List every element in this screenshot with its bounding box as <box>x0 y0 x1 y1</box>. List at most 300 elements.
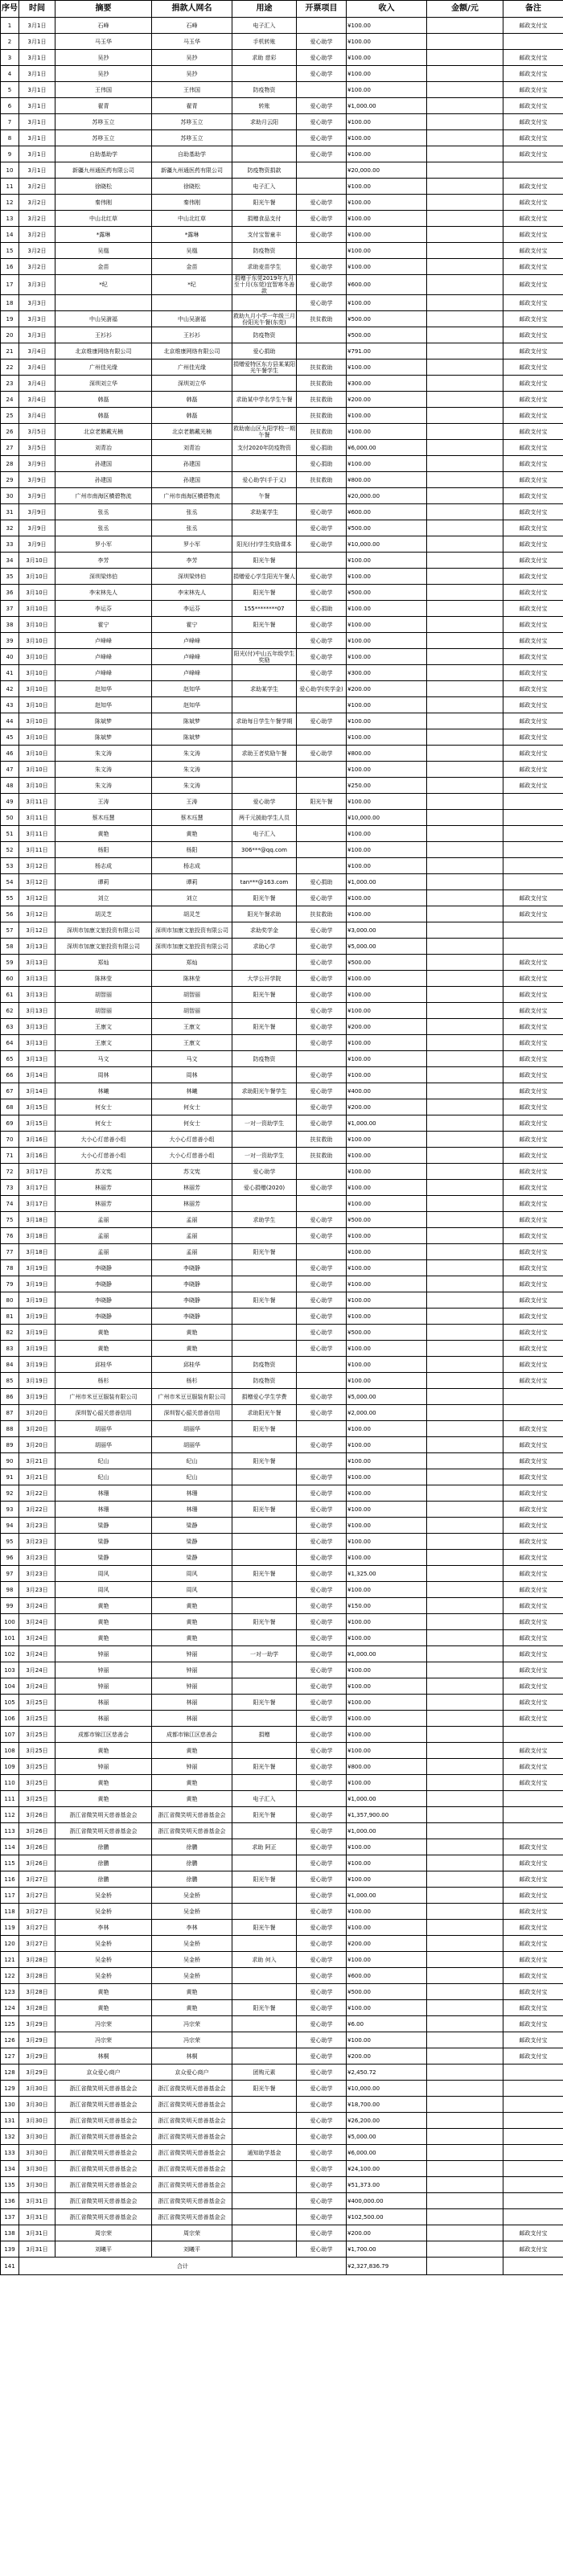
table-cell: 39 <box>1 633 19 649</box>
table-cell <box>427 2016 503 2032</box>
table-row <box>1 1228 563 1244</box>
table-cell: 钟丽 <box>152 1662 232 1678</box>
table-row <box>1 858 563 874</box>
table-cell: 70 <box>1 1132 19 1148</box>
table-cell: ¥100.00 <box>347 1309 427 1325</box>
table-cell <box>232 1309 297 1325</box>
table-cell: ¥600.00 <box>347 275 427 295</box>
table-cell <box>232 1678 297 1695</box>
table-cell: 3月1日 <box>19 82 55 98</box>
table-cell: 邱桂华 <box>152 1357 232 1373</box>
table-cell: 扶贫救助 <box>297 472 347 488</box>
table-cell: 苏文宪 <box>152 1164 232 1180</box>
table-row <box>1 1453 563 1469</box>
table-cell: ¥100.00 <box>347 1357 427 1373</box>
table-cell: 阳光午餐 <box>232 1453 297 1469</box>
table-cell: 34 <box>1 553 19 569</box>
table-row <box>1 311 563 327</box>
table-cell: 爱心助学 <box>297 649 347 665</box>
table-row <box>1 1132 563 1148</box>
col-header: 时间 <box>19 1 55 18</box>
table-cell: 3月2日 <box>19 243 55 259</box>
table-cell: 107 <box>1 1727 19 1743</box>
table-cell: 71 <box>1 1148 19 1164</box>
table-cell: 爱心助学 <box>297 227 347 243</box>
table-cell: 3月24日 <box>19 1662 55 1678</box>
table-cell <box>427 778 503 794</box>
table-row <box>1 1083 563 1099</box>
table-row <box>1 1164 563 1180</box>
table-cell: ¥100.00 <box>347 1180 427 1196</box>
table-cell: 3月10日 <box>19 762 55 778</box>
table-cell: ¥200.00 <box>347 2048 427 2064</box>
table-cell <box>427 1727 503 1743</box>
table-row <box>1 617 563 633</box>
table-cell: 邮政支付宝 <box>503 1099 563 1115</box>
table-cell: 陈斌梦 <box>55 729 152 746</box>
table-cell: 罗小军 <box>152 536 232 553</box>
table-cell <box>427 1180 503 1196</box>
table-cell <box>427 1630 503 1646</box>
table-cell: ¥1,000.00 <box>347 1646 427 1662</box>
table-cell: 爱心助学 <box>297 1019 347 1035</box>
table-cell: 梁静 <box>152 1518 232 1534</box>
table-cell: 孙建国 <box>55 456 152 472</box>
table-cell <box>427 1952 503 1968</box>
table-cell: ¥100.00 <box>347 697 427 713</box>
table-row <box>1 826 563 842</box>
table-cell <box>427 2032 503 2048</box>
table-cell: 石峰 <box>55 18 152 34</box>
table-cell <box>427 2209 503 2225</box>
table-cell: 刘立 <box>55 890 152 906</box>
table-cell: 周风 <box>55 1566 152 1582</box>
table-row <box>1 520 563 536</box>
table-cell: 3月31日 <box>19 2225 55 2241</box>
table-cell <box>427 536 503 553</box>
table-cell: ¥100.00 <box>347 130 427 146</box>
table-cell: 钟丽 <box>55 1646 152 1662</box>
table-cell <box>232 955 297 971</box>
table-cell: 韩磊 <box>152 408 232 424</box>
table-cell: 邮政支付宝 <box>503 1341 563 1357</box>
table-cell: 孟丽 <box>55 1244 152 1260</box>
table-cell: 一对一资助学生 <box>232 1115 297 1132</box>
table-cell: 邮政支付宝 <box>503 553 563 569</box>
table-cell: 大小心灯慈善小组 <box>152 1132 232 1148</box>
table-cell: 54 <box>1 874 19 890</box>
table-cell: 孟丽 <box>152 1244 232 1260</box>
table-cell: 张丞 <box>152 504 232 520</box>
table-cell: 邮政支付宝 <box>503 130 563 146</box>
table-cell: 65 <box>1 1051 19 1067</box>
table-row <box>1 472 563 488</box>
table-cell <box>503 2097 563 2113</box>
table-row <box>1 1598 563 1614</box>
table-cell: 66 <box>1 1067 19 1083</box>
table-row <box>1 1534 563 1550</box>
table-cell: 朱文涛 <box>55 778 152 794</box>
table-cell: 吴金桥 <box>55 1952 152 1968</box>
table-cell: 3月17日 <box>19 1196 55 1212</box>
table-cell: 梁静 <box>55 1518 152 1534</box>
table-cell: 阳光午餐 <box>232 1920 297 1936</box>
table-cell: 求助奖学金 <box>232 922 297 939</box>
table-cell: 16 <box>1 259 19 275</box>
table-row <box>1 1678 563 1695</box>
table-cell: 吴金桥 <box>55 1904 152 1920</box>
table-cell <box>297 1791 347 1807</box>
table-cell: 爱心助学 <box>297 987 347 1003</box>
table-cell: 黄艳 <box>55 1598 152 1614</box>
table-cell: 林珊 <box>55 1485 152 1502</box>
table-row <box>1 890 563 906</box>
table-cell <box>297 778 347 794</box>
table-cell: ¥51,373.00 <box>347 2177 427 2193</box>
table-cell: 黄艳 <box>55 1791 152 1807</box>
table-cell: 爱心助学 <box>297 1502 347 1518</box>
table-cell <box>232 1550 297 1566</box>
table-row <box>1 227 563 243</box>
table-cell: 爱心助学 <box>297 1823 347 1839</box>
table-cell: 爱心助学 <box>297 50 347 66</box>
table-cell: 3月10日 <box>19 553 55 569</box>
table-cell: 邮政支付宝 <box>503 2225 563 2241</box>
table-cell: 3月10日 <box>19 665 55 681</box>
table-cell: 浙江省微笑明天慈善基金会 <box>152 2193 232 2209</box>
table-cell <box>427 343 503 359</box>
table-cell: 蔡木珏慧 <box>152 810 232 826</box>
table-cell: 3月10日 <box>19 729 55 746</box>
table-cell: 孟丽 <box>55 1228 152 1244</box>
table-cell: 3月27日 <box>19 1888 55 1904</box>
table-cell: 林桐 <box>55 2048 152 2064</box>
table-row <box>1 1775 563 1791</box>
table-cell: 3月3日 <box>19 275 55 295</box>
table-cell: 周宗荣 <box>55 2225 152 2241</box>
table-cell: 爱心助学 <box>297 1662 347 1678</box>
table-cell <box>232 2209 297 2225</box>
table-cell <box>232 1035 297 1051</box>
table-cell: ¥1,000.00 <box>347 1823 427 1839</box>
table-cell: 3月15日 <box>19 1115 55 1132</box>
table-cell: 3月26日 <box>19 1839 55 1855</box>
table-cell: 孟丽 <box>55 1212 152 1228</box>
table-cell: 阳光(付)学生奖励课本 <box>232 536 297 553</box>
table-cell: ¥100.00 <box>347 649 427 665</box>
table-cell: 爱心助学 <box>297 890 347 906</box>
table-cell: 邮政支付宝 <box>503 424 563 440</box>
table-cell: 求助某中学名学生午餐 <box>232 392 297 408</box>
table-cell: 苏哆玉立 <box>152 114 232 130</box>
table-cell: 爱心助学 <box>297 1566 347 1582</box>
table-cell <box>427 1389 503 1405</box>
table-cell: 79 <box>1 1276 19 1292</box>
table-cell <box>427 633 503 649</box>
table-cell <box>232 2225 297 2241</box>
table-cell: ¥100.00 <box>347 1695 427 1711</box>
table-cell: 邮政支付宝 <box>503 1019 563 1035</box>
table-row <box>1 1920 563 1936</box>
table-cell: ¥100.00 <box>347 359 427 376</box>
table-cell: 3月1日 <box>19 114 55 130</box>
table-row <box>1 1566 563 1582</box>
table-cell: 徐鹏 <box>55 1871 152 1888</box>
table-cell <box>427 922 503 939</box>
table-cell: 3月14日 <box>19 1067 55 1083</box>
table-row <box>1 536 563 553</box>
table-cell: 邱桂华 <box>55 1357 152 1373</box>
table-cell <box>503 162 563 179</box>
table-cell: 爱心助学 <box>297 1389 347 1405</box>
table-cell: 3月24日 <box>19 1678 55 1695</box>
table-cell <box>427 376 503 392</box>
table-cell <box>297 1357 347 1373</box>
table-cell: 3月4日 <box>19 392 55 408</box>
table-cell: 127 <box>1 2048 19 2064</box>
table-cell: 中山北红草 <box>55 211 152 227</box>
table-cell: 吴金桥 <box>152 1952 232 1968</box>
table-cell: 冯宗荣 <box>55 2032 152 2048</box>
table-row <box>1 1148 563 1164</box>
table-cell: 中山吴澍福 <box>55 311 152 327</box>
table-cell: 朱文涛 <box>152 746 232 762</box>
table-cell: 45 <box>1 729 19 746</box>
table-cell: 3月10日 <box>19 713 55 729</box>
table-cell: *露琳 <box>152 227 232 243</box>
table-cell: 爱心助学 <box>297 1598 347 1614</box>
table-cell: 3月23日 <box>19 1550 55 1566</box>
table-cell: 朱文涛 <box>55 762 152 778</box>
table-cell: ¥1,700.00 <box>347 2241 427 2258</box>
table-cell: 浙江省微笑明天慈善基金会 <box>152 2161 232 2177</box>
table-cell: 3月1日 <box>19 50 55 66</box>
table-cell <box>232 1904 297 1920</box>
table-cell: 邮政支付宝 <box>503 2241 563 2258</box>
table-cell: 邮政支付宝 <box>503 1695 563 1711</box>
table-cell: 爱心助学 <box>297 955 347 971</box>
table-cell <box>232 1984 297 2000</box>
table-cell <box>232 762 297 778</box>
table-cell: 马玉华 <box>55 34 152 50</box>
table-cell: 3月20日 <box>19 1437 55 1453</box>
table-cell <box>232 295 297 311</box>
table-cell <box>427 1019 503 1035</box>
table-cell: 3月4日 <box>19 408 55 424</box>
table-cell: ¥100.00 <box>347 1920 427 1936</box>
table-cell: 北京维康网络有限公司 <box>152 343 232 359</box>
table-cell: 邮政支付宝 <box>503 1743 563 1759</box>
table-cell: 3月10日 <box>19 746 55 762</box>
table-cell: 3月10日 <box>19 633 55 649</box>
table-cell: 15 <box>1 243 19 259</box>
table-cell: 邮政支付宝 <box>503 1566 563 1582</box>
table-cell: 3月1日 <box>19 34 55 50</box>
table-cell: 爱心助学 <box>297 259 347 275</box>
table-cell: 徐晓松 <box>152 179 232 195</box>
table-cell <box>427 114 503 130</box>
table-cell: 防疫物资 <box>232 82 297 98</box>
table-cell <box>503 1791 563 1807</box>
table-cell: ¥500.00 <box>347 1325 427 1341</box>
table-cell: 爱心助学 <box>297 66 347 82</box>
table-row <box>1 1823 563 1839</box>
table-cell: 捐赠爱特区东方县某某阳光午餐学生 <box>233 360 295 374</box>
col-header: 开票项目 <box>297 1 347 18</box>
table-cell <box>503 1727 563 1743</box>
table-cell: 爱心助学 <box>297 2145 347 2161</box>
table-row <box>1 746 563 762</box>
table-cell <box>427 1823 503 1839</box>
table-cell: 浙江省微笑明天慈善基金会 <box>152 2209 232 2225</box>
table-cell: 41 <box>1 665 19 681</box>
table-cell: 中山北红草 <box>152 211 232 227</box>
table-cell <box>427 275 503 295</box>
table-cell: 爱心助学 <box>297 1711 347 1727</box>
table-cell: 爱心助学 <box>297 1099 347 1115</box>
table-cell: 李林 <box>152 1920 232 1936</box>
table-cell: 3月10日 <box>19 681 55 697</box>
table-cell: 爱心助学 <box>297 1984 347 2000</box>
table-cell: 王涛 <box>55 794 152 810</box>
table-cell <box>427 1132 503 1148</box>
table-cell <box>232 697 297 713</box>
table-cell: 53 <box>1 858 19 874</box>
table-cell <box>427 1099 503 1115</box>
col-header: 摘要 <box>55 1 152 18</box>
table-row <box>1 424 563 440</box>
table-row <box>1 1855 563 1871</box>
table-cell <box>232 130 297 146</box>
table-cell: 卢峰峰 <box>55 665 152 681</box>
table-cell: ¥20,000.00 <box>347 162 427 179</box>
table-cell: 纪山 <box>55 1453 152 1469</box>
table-cell: ¥100.00 <box>347 1453 427 1469</box>
table-cell: ¥500.00 <box>347 311 427 327</box>
table-cell <box>427 1228 503 1244</box>
table-cell <box>232 1518 297 1534</box>
table-cell: 林丽 <box>152 1695 232 1711</box>
table-cell: 3月9日 <box>19 456 55 472</box>
table-cell: 邮政支付宝 <box>503 295 563 311</box>
table-cell: 求助 阿正 <box>232 1839 297 1855</box>
table-cell: 129 <box>1 2081 19 2097</box>
table-row <box>1 1309 563 1325</box>
table-cell <box>503 2161 563 2177</box>
table-cell: 97 <box>1 1566 19 1582</box>
table-cell: 阳光午餐求助 <box>232 906 297 922</box>
table-cell <box>232 1260 297 1276</box>
table-cell: 爱心助学 <box>297 2064 347 2081</box>
table-cell: 黄艳 <box>152 1325 232 1341</box>
table-row <box>1 1485 563 1502</box>
table-cell: 3月4日 <box>19 376 55 392</box>
table-row <box>1 1260 563 1276</box>
table-cell: 77 <box>1 1244 19 1260</box>
table-cell <box>503 1823 563 1839</box>
table-cell: 邮政支付宝 <box>503 1180 563 1196</box>
table-cell: 3月20日 <box>19 1421 55 1437</box>
table-cell: 3月9日 <box>19 520 55 536</box>
table-cell: ¥100.00 <box>347 1582 427 1598</box>
table-cell <box>232 1743 297 1759</box>
table-cell: 95 <box>1 1534 19 1550</box>
table-cell: 邮政支付宝 <box>503 601 563 617</box>
table-cell <box>427 259 503 275</box>
table-cell <box>427 1292 503 1309</box>
table-cell: 3月29日 <box>19 2064 55 2081</box>
table-row <box>1 2161 563 2177</box>
table-cell: 扶贫救助 <box>297 376 347 392</box>
table-cell: 3月23日 <box>19 1566 55 1582</box>
table-cell <box>427 697 503 713</box>
table-cell: 林丽 <box>55 1695 152 1711</box>
table-cell: 邮政支付宝 <box>503 1035 563 1051</box>
table-cell: 吴凰 <box>55 243 152 259</box>
table-cell: ¥100.00 <box>347 1341 427 1357</box>
table-row <box>1 359 563 376</box>
table-cell: 爱心助学 <box>297 1775 347 1791</box>
table-row <box>1 1952 563 1968</box>
table-cell: ¥100.00 <box>347 195 427 211</box>
table-cell <box>427 1260 503 1276</box>
table-cell: 爱心助学 <box>297 504 347 520</box>
table-cell: 爱心助学 <box>297 536 347 553</box>
table-cell: 3月19日 <box>19 1325 55 1341</box>
table-cell: 邮政支付宝 <box>503 1148 563 1164</box>
table-cell <box>427 681 503 697</box>
table-cell: 3月23日 <box>19 1518 55 1534</box>
table-cell <box>232 2097 297 2113</box>
table-row <box>1 2000 563 2016</box>
table-cell: 徐鹏 <box>152 1871 232 1888</box>
table-cell: 爱心助学 <box>297 2016 347 2032</box>
table-cell: 爱心助学 <box>297 1871 347 1888</box>
table-cell <box>503 858 563 874</box>
table-cell: 邮政支付宝 <box>503 633 563 649</box>
table-cell: 3月29日 <box>19 2048 55 2064</box>
table-cell: 爱心助学 <box>297 98 347 114</box>
table-row <box>1 569 563 585</box>
table-cell: 爱心助学 <box>297 1325 347 1341</box>
table-cell: 3月13日 <box>19 1051 55 1067</box>
table-cell: 邮政支付宝 <box>503 649 563 665</box>
table-cell: ¥100.00 <box>347 601 427 617</box>
table-cell: 3月13日 <box>19 1035 55 1051</box>
table-cell: 3月10日 <box>19 617 55 633</box>
table-cell <box>232 2161 297 2177</box>
table-cell: 黄艳 <box>55 1775 152 1791</box>
table-cell <box>427 327 503 343</box>
table-cell: 3月1日 <box>19 66 55 82</box>
table-row <box>1 34 563 50</box>
table-cell: 孙建国 <box>55 472 152 488</box>
table-row <box>1 971 563 987</box>
table-cell: 3月9日 <box>19 536 55 553</box>
table-cell: 3月10日 <box>19 778 55 794</box>
table-cell: 3月21日 <box>19 1453 55 1469</box>
table-row <box>1 1067 563 1083</box>
table-cell: 3月19日 <box>19 1341 55 1357</box>
table-cell: 爱心助学 <box>297 1727 347 1743</box>
table-cell <box>427 1662 503 1678</box>
table-cell: 黄艳 <box>152 1630 232 1646</box>
table-row <box>1 729 563 746</box>
table-cell: 阳光午餐 <box>232 987 297 1003</box>
table-cell: 82 <box>1 1325 19 1341</box>
table-cell: 秦伟刚 <box>55 195 152 211</box>
table-cell: 3月30日 <box>19 2129 55 2145</box>
